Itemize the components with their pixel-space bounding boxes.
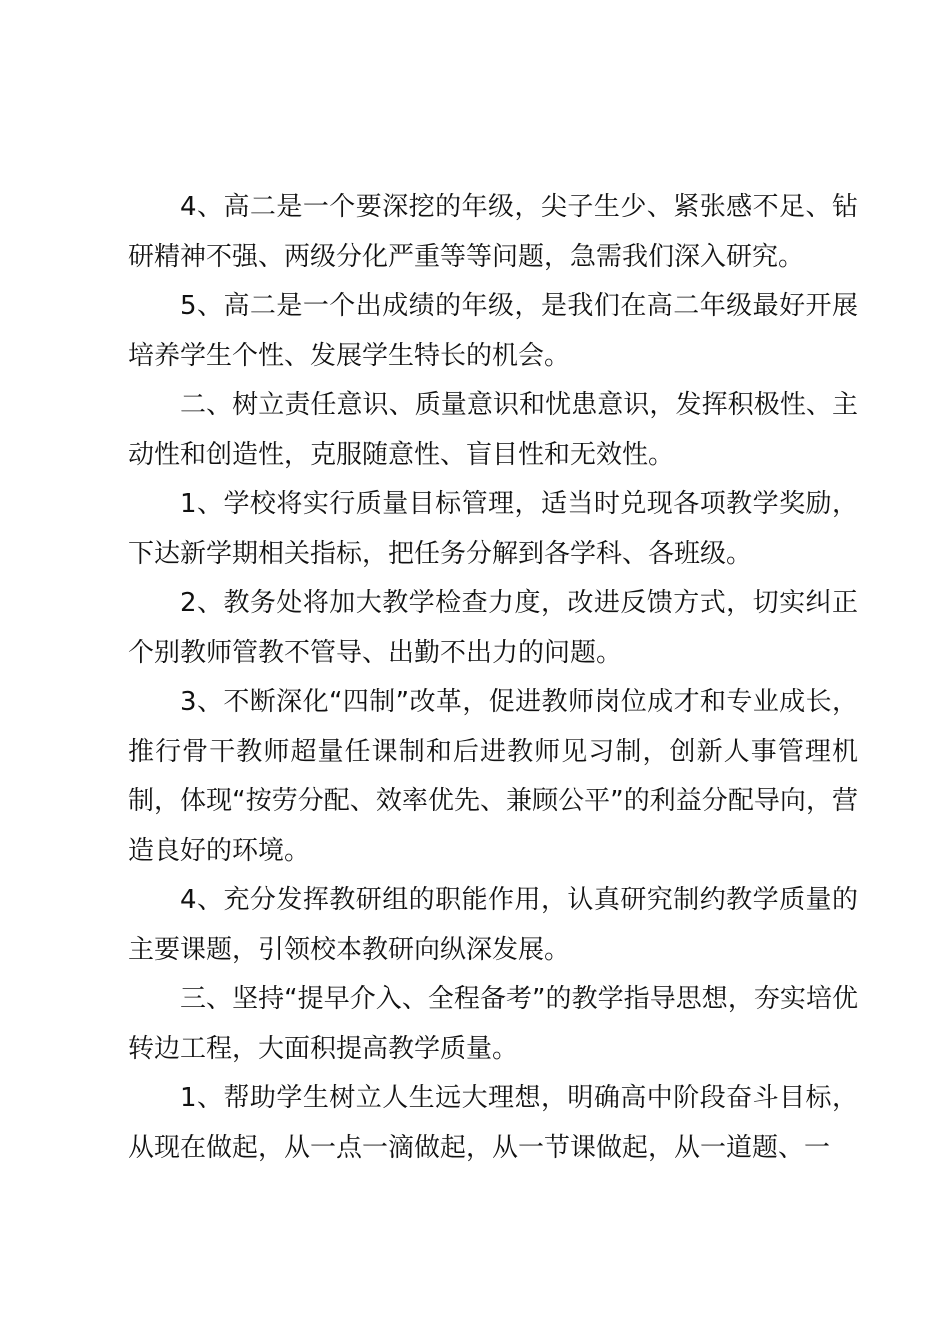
paragraph-5: 2、教务处将加大教学检查力度，改进反馈方式，切实纠正个别教师管教不管导、出勤不出力的问题。 [128,588,858,668]
paragraph-6: 3、不断深化“四制”改革，促进教师岗位成才和专业成长，推行骨干教师超量任课制和后进教师见习制，创新人事管理机制，体现“按劳分配、效率优先、兼顾公平”的利益分配导向，营造良好的环境。 [128,687,858,866]
document-body [128,183,858,1173]
paragraph-8: 三、坚持“提早介入、全程备考”的教学指导思想，夯实培优转边工程，大面积提高教学质量。 [128,984,858,1064]
paragraph-3: 二、树立责任意识、质量意识和忧患意识，发挥积极性、主动性和创造性，克服随意性、盲目性和无效性。 [128,390,858,470]
paragraph-1: 4、高二是一个要深挖的年级，尖子生少、紧张感不足、钻研精神不强、两级分化严重等等问题，急需我们深入研究。 [128,192,858,272]
paragraph-9: 1、帮助学生树立人生远大理想，明确高中阶段奋斗目标，从现在做起，从一点一滴做起，从一节课做起，从一道题、一 [128,1083,858,1163]
paragraph-2: 5、高二是一个出成绩的年级，是我们在高二年级最好开展培养学生个性、发展学生特长的机会。 [128,291,858,371]
paragraph-7: 4、充分发挥教研组的职能作用，认真研究制约教学质量的主要课题，引领校本教研向纵深发展。 [128,885,858,965]
paragraph-4: 1、学校将实行质量目标管理，适当时兑现各项教学奖励，下达新学期相关指标，把任务分解到各学科、各班级。 [128,489,858,569]
